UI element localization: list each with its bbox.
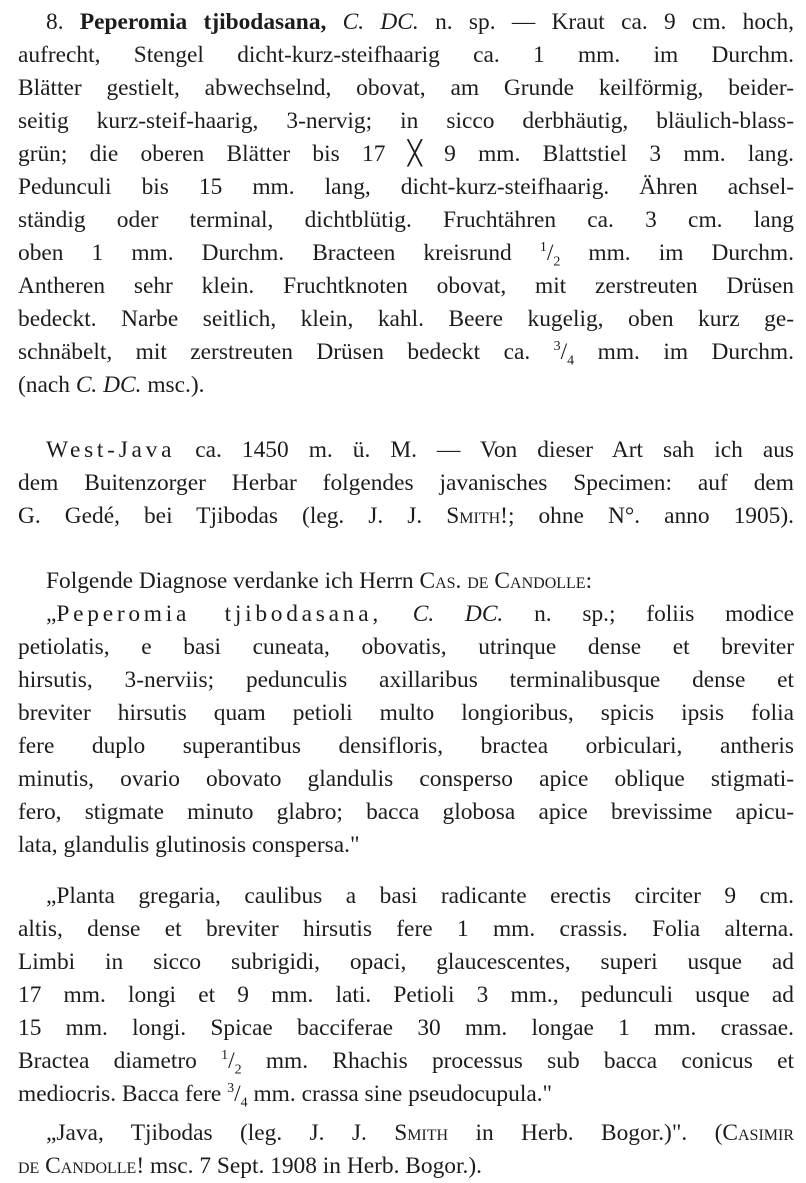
- text-line: 15 mm. longi. Spicae bacciferae 30 mm. longae 1 mm. crassae.: [18, 1015, 794, 1041]
- fraction-denominator: 4: [567, 353, 575, 369]
- text-line: lata, glandulis glutinosis conspersa.": [18, 832, 360, 858]
- fraction-numerator: 3: [227, 1081, 235, 1097]
- text-line: 8. Peperomia tjibodasana, C. DC. n. sp. — Kraut ca. 9 cm. hoch,: [46, 9, 794, 35]
- fraction-numerator: 3: [553, 339, 561, 355]
- text-line: altis, dense et breviter hirsutis fere 1 mm. crassis. Folia alterna.: [18, 916, 794, 942]
- person-name: Casimir: [722, 1120, 794, 1146]
- text-line: petiolatis, e basi cuneata, obovatis, utrinque dense et breviter: [18, 634, 794, 660]
- text-line: ständig oder terminal, dichtblütig. Fruchtähren ca. 3 cm. lang: [18, 207, 794, 233]
- text-line: seitig kurz-steif-haarig, 3-nervig; in sicco derbhäutig, bläulich-blass-: [18, 108, 794, 134]
- species-name: Peperomia tjibodasana,: [56, 601, 382, 627]
- collector-name: Smith: [394, 1120, 449, 1146]
- fraction-denominator: 2: [234, 1062, 242, 1078]
- text-line: bedeckt. Narbe seitlich, klein, kahl. Beere kugelig, oben kurz ge-: [18, 306, 794, 332]
- text-line: fero, stigmate minuto glabro; bacca globosa apice brevissime apicu-: [18, 799, 794, 825]
- text-line: 17 mm. longi et 9 mm. lati. Petioli 3 mm., pedunculi usque ad: [18, 982, 794, 1008]
- fraction-denominator: 2: [553, 254, 561, 270]
- species-description: [18, 6, 794, 402]
- person-name: Cas. de Candolle: [419, 568, 586, 594]
- text-line: Blätter gestielt, abwechselnd, obovat, am Grunde keilförmig, beider-: [18, 75, 794, 101]
- text-line: Pedunculi bis 15 mm. lang, dicht-kurz-steifhaarig. Ähren achsel-: [18, 174, 794, 200]
- text-line: mediocris. Bacca fere $^3/_4$ mm. crassa sine pseudocupula.": [18, 1081, 553, 1111]
- text-line: Bractea diametro $^1/_2$ mm. Rhachis processus sub bacca conicus et: [18, 1048, 794, 1078]
- species-number: 8.: [46, 9, 64, 35]
- collector-name: Smith: [446, 503, 501, 529]
- text-line: „Peperomia tjibodasana, C. DC. n. sp.; foliis modice: [46, 601, 794, 627]
- text-line: grün; die oberen Blätter bis 17 ╳ 9 mm. Blattstiel 3 mm. lang.: [18, 141, 794, 167]
- text-line: minutis, ovario obovato glandulis consperso apice oblique stigmati-: [18, 766, 794, 792]
- text-line: „Planta gregaria, caulibus a basi radicante erectis circiter 9 cm.: [46, 883, 794, 909]
- text-line: de Candolle! msc. 7 Sept. 1908 in Herb. Bogor.).: [18, 1153, 482, 1179]
- text-line: fere duplo superantibus densifloris, bractea orbiculari, antheris: [18, 733, 794, 759]
- species-name: Peperomia tjibodasana,: [79, 9, 327, 35]
- text-line: aufrecht, Stengel dicht-kurz-steifhaarig ca. 1 mm. im Durchm.: [18, 42, 794, 68]
- text-line: (nach C. DC. msc.).: [18, 372, 205, 398]
- fraction-numerator: 1: [221, 1048, 229, 1064]
- document-page: [18, 6, 794, 1183]
- latin-description: [18, 880, 794, 1111]
- text-line: dem Buitenzorger Herbar folgendes javanisches Specimen: auf dem: [18, 470, 794, 496]
- text-line: Folgende Diagnose verdanke ich Herrn Cas. de Candolle:: [46, 568, 593, 594]
- text-line: breviter hirsutis quam petioli multo longioribus, spicis ipsis folia: [18, 700, 794, 726]
- text-line: oben 1 mm. Durchm. Bracteen kreisrund $^1/_2$ mm. im Durchm.: [18, 240, 794, 270]
- region-name: West-Java: [46, 437, 176, 463]
- fraction-denominator: 4: [240, 1095, 248, 1111]
- fraction-numerator: 1: [539, 240, 547, 256]
- latin-diagnosis: [18, 565, 794, 862]
- person-name: de Candolle: [18, 1153, 137, 1179]
- text-line: Antheren sehr klein. Fruchtknoten obovat, mit zerstreuten Drüsen: [18, 273, 794, 299]
- text-line: G. Gedé, bei Tjibodas (leg. J. J. Smith!; ohne N°. anno 1905).: [18, 503, 794, 529]
- species-author: C. DC.: [342, 9, 419, 35]
- text-line: West-Java ca. 1450 m. ü. M. — Von dieser Art sah ich aus: [46, 437, 794, 463]
- specimen-citation: [18, 1117, 794, 1183]
- text-line: „Java, Tjibodas (leg. J. J. Smith in Herb. Bogor.)". (Casimir: [46, 1120, 794, 1146]
- species-author: C. DC.: [412, 601, 504, 627]
- text-line: Limbi in sicco subrigidi, opaci, glaucescentes, superi usque ad: [18, 949, 794, 975]
- text-line: hirsutis, 3-nerviis; pedunculis axillaribus terminalibusque dense et: [18, 667, 794, 693]
- text-line: schnäbelt, mit zerstreuten Drüsen bedeckt ca. $^3/_4$ mm. im Durchm.: [18, 339, 794, 369]
- locality-paragraph: [18, 434, 794, 533]
